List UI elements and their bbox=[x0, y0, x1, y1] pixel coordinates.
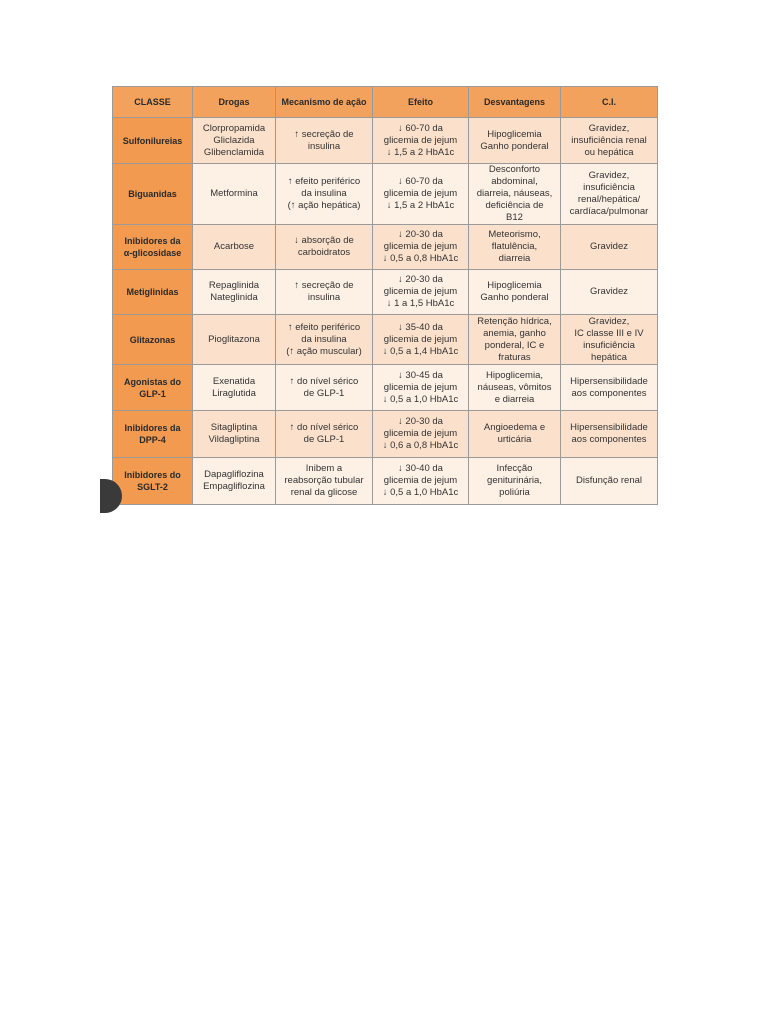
table-body bbox=[113, 118, 658, 505]
cell-text-line: náuseas, vômitos bbox=[477, 381, 552, 393]
cell-classe bbox=[113, 458, 193, 505]
header-row bbox=[113, 87, 658, 118]
cell-text-line: ↓ 20-30 da bbox=[398, 229, 443, 240]
cell-text-line: GLP-1 bbox=[139, 388, 166, 399]
cell-text-line: Exenatida bbox=[212, 375, 256, 387]
cell-text-line: Pioglitazona bbox=[208, 333, 260, 345]
cell-text-line: Empagliflozina bbox=[203, 481, 265, 492]
header-desvantagens: Desvantagens bbox=[469, 87, 561, 118]
cell-text-line: ↓ 1,5 a 2 HbA1c bbox=[386, 200, 455, 211]
cell-text-line: glicemia de jejum bbox=[383, 286, 458, 297]
cell-text-line: ↓ 1 a 1,5 HbA1c bbox=[386, 298, 455, 309]
cell-efeito bbox=[373, 225, 469, 270]
cell-text-line: ↓ 20-30 da bbox=[398, 274, 443, 285]
antidiabetic-drug-table bbox=[112, 86, 658, 505]
cell-text-line: insulina bbox=[307, 292, 341, 303]
cell-text-line: ↓ 0,5 a 1,4 HbA1c bbox=[382, 345, 459, 357]
table-row bbox=[113, 164, 658, 225]
cell-mecanismo bbox=[276, 411, 373, 458]
cell-text-line: glicemia de jejum bbox=[383, 475, 458, 486]
cell-text-line: ↓ 0,5 a 1,0 HbA1c bbox=[382, 487, 459, 498]
cell-text-line: de GLP-1 bbox=[303, 434, 345, 445]
cell-drogas bbox=[193, 164, 276, 225]
cell-text-line: ↓ 30-40 da bbox=[398, 463, 443, 474]
cell-text-line: ↓ 1,5 a 2 HbA1c bbox=[386, 146, 455, 158]
cell-text-line: Repaglinida bbox=[208, 280, 260, 291]
cell-desvantagens bbox=[469, 411, 561, 458]
cell-text-line: Desconforto bbox=[488, 164, 541, 175]
cell-text-line: Acarbose bbox=[213, 241, 255, 252]
cell-drogas bbox=[193, 118, 276, 164]
cell-text-line: B12 bbox=[506, 212, 523, 223]
cell-text-line: ↑ do nível sérico bbox=[289, 375, 359, 387]
cell-text-line: insuficiência renal bbox=[571, 134, 647, 146]
cell-efeito bbox=[373, 365, 469, 411]
cell-drogas bbox=[193, 225, 276, 270]
cell-text-line: fraturas bbox=[498, 351, 531, 363]
cell-text-line: da insulina bbox=[301, 333, 347, 345]
cell-text-line: Agonistas do bbox=[123, 376, 181, 387]
cell-text-line: Ganho ponderal bbox=[480, 292, 549, 303]
table-row bbox=[113, 365, 658, 411]
cell-text-line: renal/hepática/ bbox=[577, 194, 641, 205]
cell-text-line: insuficiência bbox=[583, 182, 635, 193]
cell-text-line: ↓ 0,6 a 0,8 HbA1c bbox=[382, 440, 459, 451]
cell-text-line: (↑ ação muscular) bbox=[286, 345, 362, 357]
cell-text-line: flatulência, bbox=[491, 241, 538, 252]
cell-text-line: Gravidez, bbox=[588, 122, 630, 134]
cell-text-line: Liraglutida bbox=[212, 387, 256, 399]
cell-text-line: ↓ absorção de bbox=[294, 235, 354, 246]
cell-text-line: ↓ 35-40 da bbox=[398, 321, 443, 333]
cell-text-line: Ganho ponderal bbox=[480, 140, 549, 152]
cell-efeito bbox=[373, 315, 469, 365]
cell-text-line: e diarreia bbox=[494, 393, 535, 405]
cell-text-line: Inibem a bbox=[305, 463, 343, 474]
cell-drogas bbox=[193, 411, 276, 458]
cell-desvantagens bbox=[469, 365, 561, 411]
cell-text-line: Inibidores do bbox=[124, 470, 181, 480]
cell-text-line: DPP-4 bbox=[139, 435, 166, 445]
cell-ci bbox=[561, 315, 658, 365]
cell-classe bbox=[113, 315, 193, 365]
cell-text-line: glicemia de jejum bbox=[383, 428, 458, 439]
cell-text-line: IC classe III e IV bbox=[574, 327, 644, 339]
header-classe: CLASSE bbox=[113, 87, 193, 118]
cell-text-line: cardíaca/pulmonar bbox=[569, 206, 649, 217]
cell-efeito bbox=[373, 458, 469, 505]
cell-mecanismo bbox=[276, 225, 373, 270]
cell-text-line: ↑ do nível sérico bbox=[289, 422, 359, 433]
header-ci: C.I. bbox=[561, 87, 658, 118]
cell-text-line: ↑ efeito periférico bbox=[287, 321, 361, 333]
cell-text-line: abdominal, bbox=[491, 176, 538, 187]
cell-text-line: Infecção bbox=[496, 463, 533, 474]
cell-text-line: reabsorção tubular bbox=[284, 475, 364, 486]
cell-ci bbox=[561, 270, 658, 315]
table-row bbox=[113, 411, 658, 458]
header-mecanismo: Mecanismo de ação bbox=[276, 87, 373, 118]
cell-text-line: geniturinária, bbox=[487, 475, 542, 486]
table-row bbox=[113, 315, 658, 365]
cell-classe bbox=[113, 365, 193, 411]
cell-text-line: Sulfonilureias bbox=[122, 135, 183, 146]
cell-text-line: ↓ 60-70 da bbox=[398, 176, 443, 187]
cell-desvantagens bbox=[469, 164, 561, 225]
cell-mecanismo bbox=[276, 315, 373, 365]
cell-text-line: ↑ secreção de bbox=[294, 280, 354, 291]
cell-text-line: Hipoglicemia bbox=[487, 280, 542, 291]
cell-text-line: Hipersensibilidade bbox=[570, 422, 648, 433]
cell-text-line: ↓ 30-45 da bbox=[398, 369, 443, 381]
cell-text-line: de GLP-1 bbox=[303, 387, 345, 399]
cell-text-line: aos componentes bbox=[571, 387, 647, 399]
cell-text-line: diarreia bbox=[498, 253, 531, 264]
cell-desvantagens bbox=[469, 458, 561, 505]
cell-desvantagens bbox=[469, 118, 561, 164]
cell-text-line: Retenção hídrica, bbox=[477, 315, 552, 327]
cell-text-line: α-glicosidase bbox=[123, 248, 182, 258]
table-row bbox=[113, 270, 658, 315]
cell-ci bbox=[561, 164, 658, 225]
table-row bbox=[113, 225, 658, 270]
cell-text-line: Glibenclamida bbox=[203, 146, 265, 158]
cell-text-line: anemia, ganho bbox=[483, 327, 546, 339]
cell-ci bbox=[561, 411, 658, 458]
cell-text-line: poliúria bbox=[499, 487, 530, 498]
cell-text-line: diarreia, náuseas, bbox=[476, 188, 553, 199]
cell-text-line: ↓ 20-30 da bbox=[398, 416, 443, 427]
cell-classe bbox=[113, 411, 193, 458]
cell-classe bbox=[113, 225, 193, 270]
cell-text-line: (↑ ação hepática) bbox=[287, 200, 361, 211]
cell-ci bbox=[561, 365, 658, 411]
header-drogas: Drogas bbox=[193, 87, 276, 118]
cell-classe bbox=[113, 118, 193, 164]
cell-text-line: ↓ 0,5 a 1,0 HbA1c bbox=[382, 393, 459, 405]
cell-text-line: ou hepática bbox=[584, 146, 634, 158]
header-efeito: Efeito bbox=[373, 87, 469, 118]
table-row bbox=[113, 118, 658, 164]
cell-text-line: carboidratos bbox=[297, 247, 351, 258]
cell-text-line: Disfunção renal bbox=[575, 475, 642, 486]
cell-text-line: Hipersensibilidade bbox=[570, 375, 648, 387]
cell-ci bbox=[561, 458, 658, 505]
cell-text-line: Nateglinida bbox=[210, 292, 258, 303]
cell-efeito bbox=[373, 164, 469, 225]
drug-table-container bbox=[112, 86, 657, 505]
cell-text-line: Metformina bbox=[210, 188, 258, 199]
cell-efeito bbox=[373, 118, 469, 164]
cell-text-line: deficiência de bbox=[485, 200, 544, 211]
cell-text-line: da insulina bbox=[301, 188, 347, 199]
cell-efeito bbox=[373, 411, 469, 458]
cell-text-line: glicemia de jejum bbox=[383, 241, 458, 252]
cell-text-line: ↑ secreção de bbox=[294, 128, 354, 140]
cell-text-line: Gravidez bbox=[589, 241, 628, 252]
cell-text-line: Inibidores da bbox=[124, 423, 181, 433]
cell-text-line: Glitazonas bbox=[129, 334, 176, 345]
cell-drogas bbox=[193, 458, 276, 505]
cell-text-line: Vildagliptina bbox=[208, 434, 260, 445]
cell-text-line: Gliclazida bbox=[213, 134, 255, 146]
cell-text-line: insulina bbox=[307, 140, 341, 152]
cell-text-line: Clorpropamida bbox=[202, 122, 266, 134]
cell-classe bbox=[113, 164, 193, 225]
cell-ci bbox=[561, 118, 658, 164]
cell-ci bbox=[561, 225, 658, 270]
cell-text-line: ↓ 0,5 a 0,8 HbA1c bbox=[382, 253, 459, 264]
cell-text-line: Inibidores da bbox=[124, 236, 181, 246]
cell-text-line: glicemia de jejum bbox=[383, 134, 458, 146]
cell-desvantagens bbox=[469, 270, 561, 315]
cell-text-line: ↓ 60-70 da bbox=[398, 122, 443, 134]
cell-text-line: ↑ efeito periférico bbox=[287, 176, 361, 187]
cell-text-line: Hipoglicemia, bbox=[485, 369, 544, 381]
cell-desvantagens bbox=[469, 225, 561, 270]
cell-text-line: Meteorismo, bbox=[488, 229, 541, 240]
cell-text-line: renal da glicose bbox=[290, 487, 358, 498]
table-header bbox=[113, 87, 658, 118]
cell-efeito bbox=[373, 270, 469, 315]
cell-text-line: Dapagliflozina bbox=[204, 469, 264, 480]
cell-text-line: hepática bbox=[591, 351, 627, 363]
cell-text-line: Biguanidas bbox=[128, 189, 177, 199]
table-row bbox=[113, 458, 658, 505]
cell-mecanismo bbox=[276, 118, 373, 164]
cell-classe bbox=[113, 270, 193, 315]
cell-mecanismo bbox=[276, 270, 373, 315]
cell-text-line: Metiglinidas bbox=[126, 287, 179, 297]
cell-text-line: Gravidez, bbox=[588, 170, 630, 181]
cell-text-line: Angioedema e bbox=[483, 422, 546, 433]
cell-text-line: Sitagliptina bbox=[210, 422, 258, 433]
cell-desvantagens bbox=[469, 315, 561, 365]
cell-text-line: aos componentes bbox=[571, 434, 647, 445]
cell-text-line: ponderal, IC e bbox=[484, 339, 545, 351]
cell-drogas bbox=[193, 315, 276, 365]
cell-text-line: Gravidez bbox=[589, 286, 628, 297]
cell-drogas bbox=[193, 270, 276, 315]
cell-text-line: Hipoglicemia bbox=[487, 128, 542, 140]
cell-text-line: glicemia de jejum bbox=[383, 381, 458, 393]
cell-text-line: insuficiência bbox=[583, 339, 635, 351]
cell-text-line: glicemia de jejum bbox=[383, 188, 458, 199]
cell-drogas bbox=[193, 365, 276, 411]
cell-mecanismo bbox=[276, 458, 373, 505]
cell-text-line: glicemia de jejum bbox=[383, 333, 458, 345]
cell-text-line: SGLT-2 bbox=[137, 482, 168, 492]
cell-mecanismo bbox=[276, 164, 373, 225]
cell-text-line: urticária bbox=[497, 434, 532, 445]
cell-text-line: Gravidez, bbox=[588, 315, 630, 327]
cell-mecanismo bbox=[276, 365, 373, 411]
